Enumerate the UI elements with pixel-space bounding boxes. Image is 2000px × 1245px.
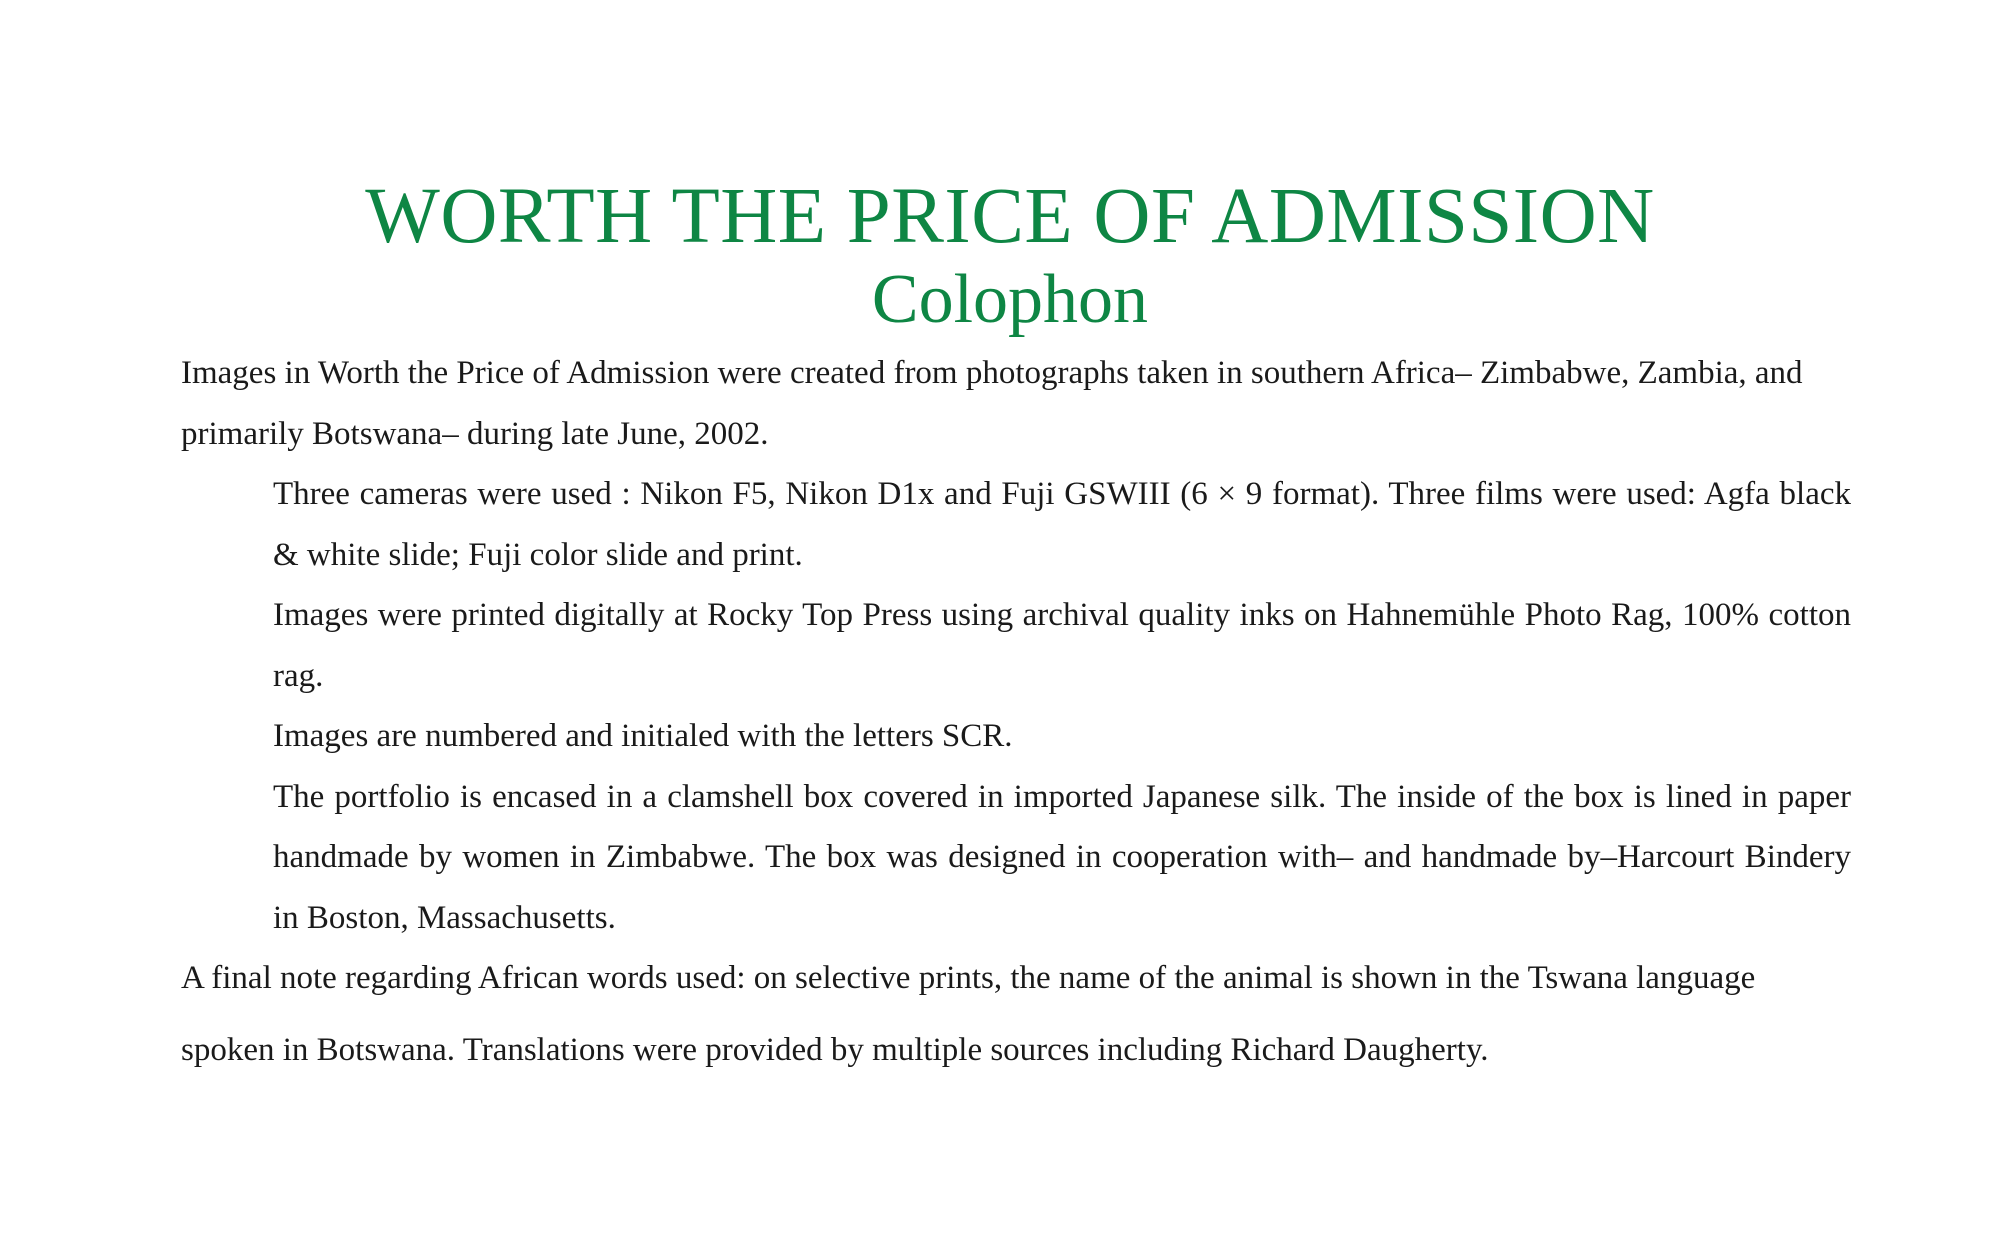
- final-note-paragraph: A final note regarding African words used: on selective prints, the name of the animal is shown in the Tswana language spoken in Botswana. Translations were provided by multiple sources including Richard Daugherty.: [181, 960, 1756, 1068]
- page-subtitle: Colophon: [871, 261, 1149, 338]
- numbering-paragraph: Images are numbered and initialed with the letters SCR.: [273, 718, 1013, 754]
- page-title: WORTH THE PRICE OF ADMISSION: [365, 173, 1655, 260]
- cameras-paragraph: Three cameras were used : Nikon F5, Nikon D1x and Fuji GSWIII (6 × 9 format). Three films were used: Agfa black & white slide; Fuji color slide and print.: [273, 476, 1851, 573]
- intro-paragraph: Images in Worth the Price of Admission were created from photographs taken in southern Africa– Zimbabwe, Zambia, and primarily Botswana– during late June, 2002.: [181, 355, 1803, 452]
- box-paragraph: The portfolio is encased in a clamshell box covered in imported Japanese silk. The inside of the box is lined in paper handmade by women in Zimbabwe. The box was designed in cooperation with– and handmade by–Harcourt Bindery in Boston, Massachusetts.: [273, 778, 1851, 936]
- colophon-body: [181, 343, 1851, 1086]
- printing-paragraph: Images were printed digitally at Rocky Top Press using archival quality inks on Hahnemühle Photo Rag, 100% cotton rag.: [273, 597, 1851, 694]
